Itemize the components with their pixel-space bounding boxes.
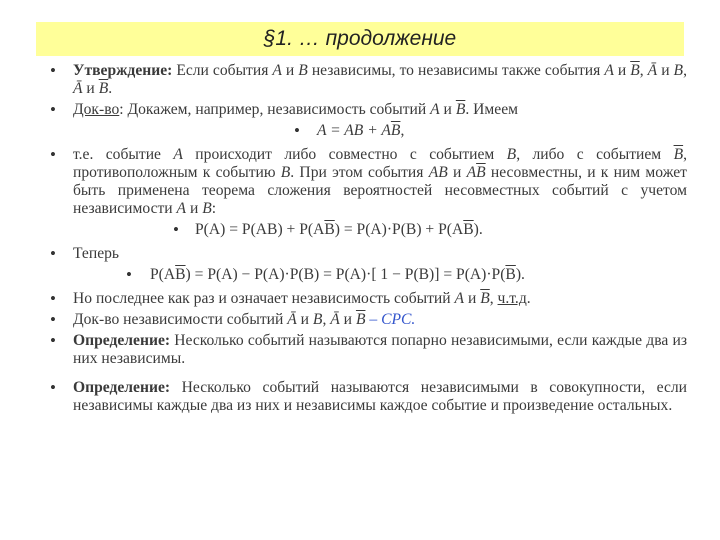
- math-var: B: [202, 200, 212, 217]
- math-var: B: [673, 62, 684, 79]
- definition-label: Определение:: [73, 379, 171, 396]
- formula-text: ).: [515, 266, 525, 283]
- slide-title: §1. … продолжение: [263, 27, 457, 50]
- math-var-complement: $\overline{B}$: [355, 311, 366, 328]
- slide-content: [47, 62, 687, 415]
- math-var-complement: $\overline{B}$: [324, 221, 335, 238]
- text-run: и: [186, 200, 203, 217]
- text-run: , либо с событием: [516, 146, 674, 163]
- definition-pairwise-item: [47, 332, 687, 368]
- text-run: . Имеем: [465, 101, 518, 118]
- text-run: и: [281, 62, 299, 79]
- math-var-complement: $\overline{B}$: [505, 266, 516, 283]
- self-study-note: – СРС.: [369, 311, 416, 328]
- statement-label: Утверждение:: [73, 62, 173, 79]
- text-run: :: [211, 200, 217, 217]
- text-run: : Докажем, например, независимость событий: [119, 101, 431, 118]
- math-var-complement: $\overline{B}$: [673, 146, 684, 163]
- text-run: ,: [322, 311, 331, 328]
- math-var: B: [298, 62, 308, 79]
- formula-text: ,: [400, 122, 405, 139]
- text-run: Но последнее как раз и означает независимость событий: [73, 290, 455, 307]
- statement-item: [47, 62, 687, 98]
- explanation-item: [47, 146, 687, 218]
- proof-item: [47, 101, 687, 119]
- text-run: Док-во независимости событий: [73, 311, 288, 328]
- text-run: и: [82, 80, 99, 97]
- formula-text: P(A: [150, 266, 176, 283]
- qed-mark: ч.т.д: [497, 290, 527, 307]
- math-var-complement: $\overline{B}$: [630, 62, 640, 79]
- text-run: Теперь: [73, 245, 120, 262]
- exercise-item: [47, 311, 687, 329]
- text-run: и: [657, 62, 674, 79]
- math-var-complement: $\overline{B}$: [455, 101, 466, 118]
- text-run: .: [108, 80, 113, 97]
- math-var: A: [176, 200, 187, 217]
- math-var: A: [173, 146, 183, 163]
- text-run: и: [464, 290, 481, 307]
- math-var: A: [466, 164, 477, 181]
- formula-text: P(A) = P(AB) + P(A: [195, 221, 325, 238]
- text-run: т.е. событие: [73, 146, 174, 163]
- math-var: B: [506, 146, 517, 163]
- math-var: A: [430, 101, 440, 118]
- now-item: [47, 245, 687, 263]
- definition-text: Несколько событий называются попарно независимыми, если каждые два из них независимы.: [73, 332, 687, 367]
- math-var-complement: Ā: [73, 80, 83, 97]
- text-run: Если события: [172, 62, 273, 79]
- text-run: . При этом события: [290, 164, 429, 181]
- math-var-complement: $\overline{B}$: [476, 164, 486, 181]
- proof-label: Док-во: [73, 101, 120, 118]
- text-run: и: [296, 311, 313, 328]
- math-var-complement: $\overline{B}$: [390, 122, 401, 139]
- math-var-complement: Ā: [287, 311, 297, 328]
- formula-probability-sum: [47, 221, 687, 239]
- text-run: ,: [489, 290, 498, 307]
- math-var: B: [280, 164, 291, 181]
- text-run: , противоположным к событию: [73, 146, 687, 181]
- text-run: и: [339, 311, 356, 328]
- formula-text: A = AB + A: [317, 122, 391, 139]
- math-var-complement: $\overline{B}$: [463, 221, 474, 238]
- title-bar: [36, 22, 684, 56]
- formula-text: ) = P(A) − P(A)·P(B) = P(A)·[ 1 − P(B)] = P(A)·P(: [185, 266, 506, 283]
- text-run: и: [439, 101, 456, 118]
- math-var: B: [312, 311, 323, 328]
- conclusion-item: [47, 290, 687, 308]
- definition-text: Несколько событий называются независимыми в совокупности, если независимы каждые два из них и независимы каждое событие и произведение остальных.: [73, 379, 687, 414]
- math-var: AB: [428, 164, 448, 181]
- text-run: происходит либо совместно с событием: [182, 146, 507, 163]
- definition-mutual-item: [47, 379, 687, 415]
- math-var-complement: Ā: [647, 62, 658, 79]
- formula-decomposition: [47, 122, 687, 140]
- text-run: и: [613, 62, 631, 79]
- text-run: .: [526, 290, 531, 307]
- text-run: несовместны, и к ним может быть применена теорема сложения вероятностей несовместных событий с учетом независимости: [73, 164, 687, 217]
- text-run: ,: [639, 62, 648, 79]
- formula-text: ) = P(A)·P(B) + P(A: [334, 221, 464, 238]
- math-var-complement: $\overline{B}$: [175, 266, 186, 283]
- math-var-complement: Ā: [330, 311, 340, 328]
- formula-complement-probability: [47, 266, 687, 284]
- math-var-complement: $\overline{B}$: [98, 80, 109, 97]
- text-run: независимы, то независимы также события: [307, 62, 605, 79]
- math-var: A: [604, 62, 614, 79]
- text-run: и: [447, 164, 467, 181]
- definition-label: Определение:: [73, 332, 171, 349]
- math-var-complement: $\overline{B}$: [480, 290, 490, 307]
- formula-text: ).: [473, 221, 483, 238]
- text-run: ,: [683, 62, 687, 79]
- math-var: A: [454, 290, 465, 307]
- math-var: A: [272, 62, 282, 79]
